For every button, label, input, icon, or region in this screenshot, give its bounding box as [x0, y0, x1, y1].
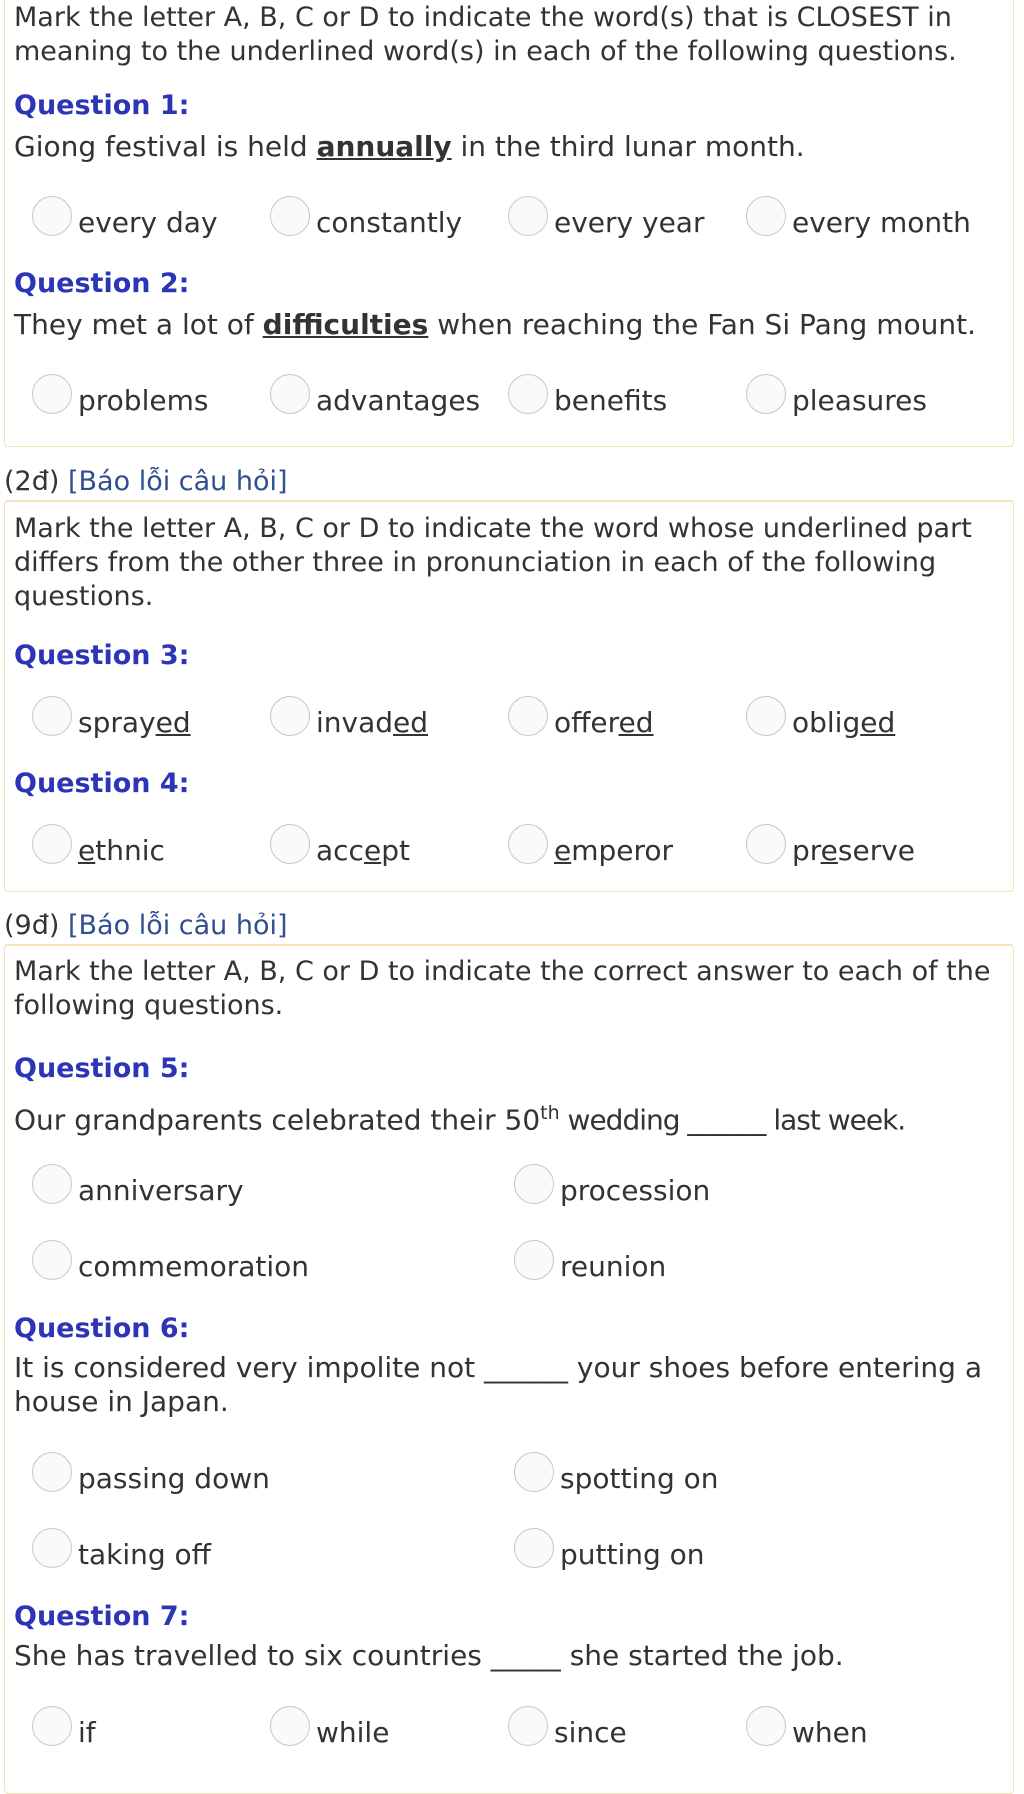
radio-button[interactable] [514, 1528, 554, 1568]
question-text: Giong festival is held annually in the third lunar month. [14, 130, 805, 163]
points-header [4, 466, 288, 497]
radio-button[interactable] [32, 374, 72, 414]
question-text: Our grandparents celebrated their 50th wedding ______ last week. [14, 1102, 906, 1137]
radio-button[interactable] [514, 1164, 554, 1204]
question-title: Question 3: [14, 640, 190, 671]
radio-button[interactable] [32, 1528, 72, 1568]
question-text: They met a lot of difficulties when reaching the Fan Si Pang mount. [14, 308, 976, 341]
radio-button[interactable] [508, 374, 548, 414]
radio-button[interactable] [32, 1164, 72, 1204]
question-text: It is considered very impolite not ______ your shoes before entering a house in Japan. [14, 1351, 982, 1418]
radio-button[interactable] [746, 696, 786, 736]
group-instruction: Mark the letter A, B, C or D to indicate the correct answer to each of the following questions. [14, 956, 991, 1021]
question-title: Question 7: [14, 1601, 190, 1632]
radio-button[interactable] [508, 196, 548, 236]
radio-button[interactable] [32, 196, 72, 236]
question-title: Question 1: [14, 90, 190, 121]
radio-button[interactable] [746, 374, 786, 414]
radio-button[interactable] [508, 1706, 548, 1746]
radio-button[interactable] [270, 374, 310, 414]
question-group-pronunciation: Mark the letter A, B, C or D to indicate the word whose underlined part differs from the other three in pronunciation in each of the following questions. Question 3: sprayed invaded offered obliged Question 4: ethnic accept emperor preserve [4, 500, 1014, 892]
points-value: (2đ) [4, 466, 60, 497]
question-text: She has travelled to six countries _____ she started the job. [14, 1639, 844, 1672]
radio-button[interactable] [270, 1706, 310, 1746]
points-header [4, 910, 288, 941]
report-question-link[interactable]: [Báo lỗi câu hỏi] [67, 910, 288, 941]
radio-button[interactable] [32, 696, 72, 736]
radio-button[interactable] [270, 824, 310, 864]
question-title: Question 6: [14, 1313, 190, 1344]
radio-button[interactable] [508, 696, 548, 736]
radio-button[interactable] [270, 196, 310, 236]
radio-button[interactable] [32, 1240, 72, 1280]
radio-button[interactable] [514, 1240, 554, 1280]
radio-button[interactable] [508, 824, 548, 864]
radio-button[interactable] [32, 1452, 72, 1492]
report-question-link[interactable]: [Báo lỗi câu hỏi] [67, 466, 288, 497]
radio-button[interactable] [746, 824, 786, 864]
question-title: Question 2: [14, 268, 190, 299]
points-value: (9đ) [4, 910, 60, 941]
radio-button[interactable] [514, 1452, 554, 1492]
radio-button[interactable] [32, 1706, 72, 1746]
underlined-word: difficulties [262, 308, 429, 341]
question-title: Question 5: [14, 1053, 190, 1084]
question-title: Question 4: [14, 768, 190, 799]
question-group-synonyms: Mark the letter A, B, C or D to indicate the word(s) that is CLOSEST in meaning to the underlined word(s) in each of the following questions. Question 1: Giong festival is held annually in the third lunar month. every day constantly every year every month Question 2: They met a lot of difficulties when reaching the Fan Si Pang mount. problems advantages benefits pleasures [4, 0, 1014, 447]
radio-button[interactable] [270, 696, 310, 736]
underlined-word: annually [316, 130, 452, 163]
radio-button[interactable] [746, 1706, 786, 1746]
radio-button[interactable] [746, 196, 786, 236]
radio-button[interactable] [32, 824, 72, 864]
group-instruction: Mark the letter A, B, C or D to indicate the word(s) that is CLOSEST in meaning to the underlined word(s) in each of the following questions. [14, 2, 957, 67]
group-instruction: Mark the letter A, B, C or D to indicate the word whose underlined part differs from the other three in pronunciation in each of the following questions. [14, 513, 972, 612]
question-group-grammar: Mark the letter A, B, C or D to indicate the correct answer to each of the following questions. Question 5: Our grandparents celebrated their 50th wedding ______ last week. anniversary procession commemoration reunion Question 6: It is considered very impolite not ______ your shoes before entering a house in Japan. passing down spotting on taking off putting on Question 7: She has travelled to six countries _____ she started the job. if while since when [4, 944, 1014, 1794]
